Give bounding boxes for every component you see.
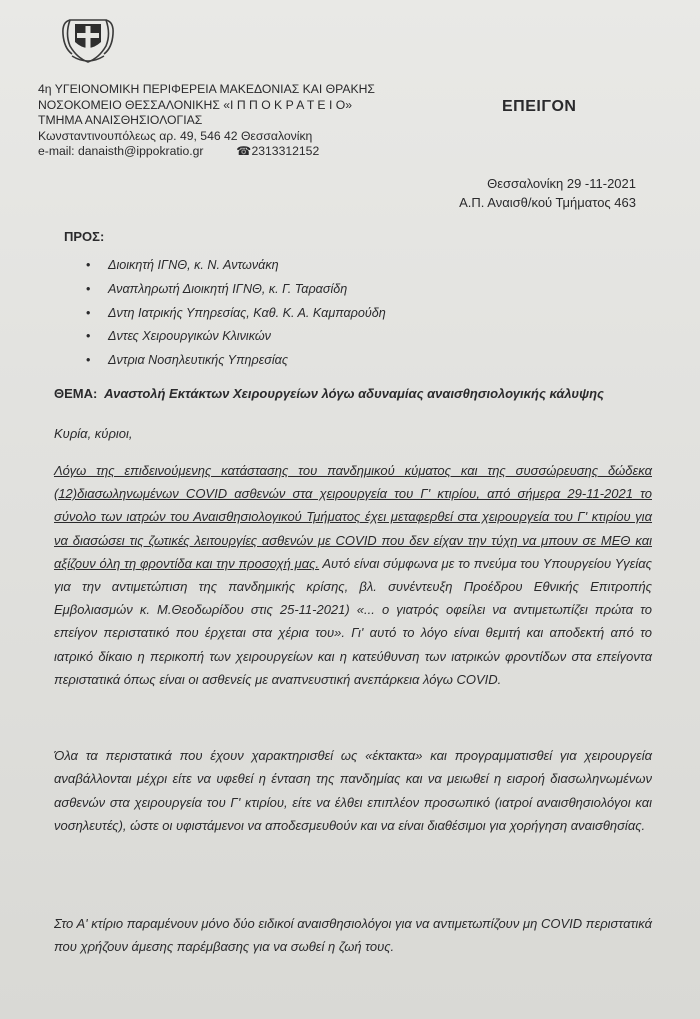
recipient-text: Δντη Ιατρικής Υπηρεσίας, Καθ. Κ. Α. Καμπαρούδη [108,305,386,320]
urgent-label: ΕΠΕΙΓΟΝ [502,98,577,115]
dateline [459,174,636,212]
letterhead-email: e-mail: danaisth@ippokratio.gr [38,144,204,159]
body-paragraph-1 [54,459,652,691]
recipient-text: Διοικητή ΙΓΝΘ, κ. Ν. Αντωνάκη [108,258,279,272]
letterhead [38,82,375,160]
recipient-text: Δντες Χειρουργικών Κλινικών [108,329,271,344]
bullet-icon: • [86,329,91,344]
recipient-item [86,349,386,373]
letterhead-region-line: 4η ΥΓΕΙΟΝΟΜΙΚΗ ΠΕΡΙΦΕΡΕΙΑ ΜΑΚΕΔΟΝΙΑΣ ΚΑΙ ΘΡΑΚΗΣ [38,82,375,96]
recipient-item [86,278,386,302]
recipient-item [86,302,386,326]
recipient-item [86,325,386,349]
letterhead-contact-line [38,144,375,160]
bullet-icon: • [86,353,91,368]
greek-coat-of-arms-emblem [60,12,116,66]
bullet-icon: • [86,305,91,320]
recipient-text: Αναπληρωτή Διοικητή ΙΓΝΘ, κ. Γ. Ταρασίδη [108,281,348,296]
bullet-icon: • [86,258,91,272]
body-paragraph-3: Στο Α' κτίριο παραμένουν μόνο δύο ειδικοί αναισθησιολόγοι για να αντιμετωπίζουν μη COVID περιστατικά που χρήζουν άμεσης παρέμβασης για να σωθεί η ζωή τους. [54,916,652,954]
letterhead-address-line: Κωνσταντινουπόλεως αρ. 49, 546 42 Θεσσαλονίκη [38,128,313,143]
letterhead-department-line: ΤΜΗΜΑ ΑΝΑΙΣΘΗΣΙΟΛΟΓΙΑΣ [38,113,203,128]
recipient-list [86,254,386,373]
protocol-number: Α.Π. Αναισθ/κού Τμήματος 463 [459,195,636,210]
subject-text: Αναστολή Εκτάκτων Χειρουργείων λόγω αδυναμίας αναισθησιολογικής κάλυψης [104,386,604,401]
paragraph-1-underlined-text: Λόγω της επιδεινούμενης κατάστασης του πανδημικού κύματος και της συσσώρευσης δώδεκα (12)διασωληνωμένων COVID ασθενών στα χειρουργεία του Γ' κτιρίου, από σήμερα 29-11-2021 το σύνολο των ιατρών του Αναισθησιολογικού Τμήματος έχει μεταφερθεί στα χειρουργεία του Γ' κτιρίου για να διασώσει τις ζωτικές λειτουργίες ασθενών με COVID που δεν είχαν την τύχη να μπουν σε ΜΕΘ και αξίζουν όλη τη φροντίδα και την προσοχή μας. [54,463,652,571]
to-label: ΠΡΟΣ: [64,229,105,244]
letterhead-hospital-line: ΝΟΣΟΚΟΜΕΙΟ ΘΕΣΣΑΛΟΝΙΚΗΣ «Ι Π Π Ο Κ Ρ Α Τ Ε Ι Ο» [38,97,352,112]
subject-label: ΘΕΜΑ: [54,386,98,401]
subject-line [54,386,604,401]
place-date: Θεσσαλονίκη 29 -11-2021 [487,176,636,191]
phone-icon: ☎ [236,144,252,159]
letterhead-phone: 2313312152 [251,144,320,159]
bullet-icon: • [86,281,91,296]
paragraph-1-text: Αυτό είναι σύμφωνα με το πνεύμα του Υπουργείου Υγείας για την αντιμετώπιση της πανδημικής κρίσης, βλ. συνέντευξη Προέδρου Εθνικής Επιτροπής Εμβολιασμών κ. Μ.Θεοδωρίδου στις 25-11-2021) «... ο γιατρός οφείλει να αντιμετωπίζει πρώτα το επείγον περιστατικό που έρχεται στα χέρια του». Γι' αυτό το λόγο είναι θεμιτή και αποδεκτή από το ιατρικό δίκαιο η περικοπή των χειρουργείων και η κατεύθυνση των ιατρικών φροντίδων στα επείγοντα περιστατικά όπως είναι οι ασθενείς με αναπνευστική ανεπάρκεια λόγω COVID. [54,555,652,687]
recipient-item [86,254,386,278]
body-paragraph-2: Όλα τα περιστατικά που έχουν χαρακτηρισθεί ως «έκτακτα» και προγραμματισθεί για χειρουργεία αναβάλλονται μέχρι είτε να υφεθεί η ένταση της πανδημίας και να μειωθεί η εισροή διασωληνωμένων ασθενών στα χειρουργεία του Γ' κτιρίου, είτε να έλθει επιπλέον προσωπικό (ιατροί αναισθησιολόγοι και νοσηλευτές), ώστε οι υφιστάμενοι να αποδεσμευθούν και να είναι διαθέσιμοι για χορήγηση αναισθησίας. [54,748,652,834]
salutation: Κυρία, κύριοι, [54,426,133,441]
recipient-text: Δντρια Νοσηλευτικής Υπηρεσίας [108,353,288,368]
